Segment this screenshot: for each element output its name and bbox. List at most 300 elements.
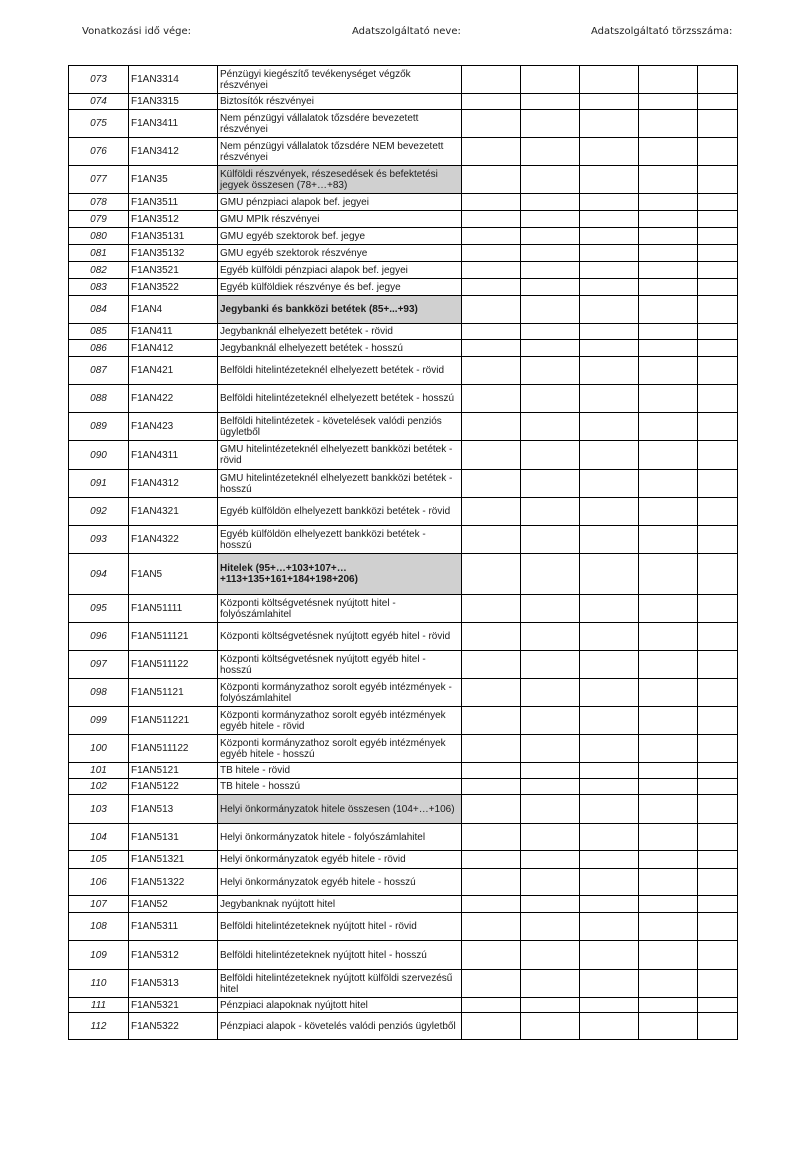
value-cell[interactable] [698, 498, 738, 526]
table-row [69, 228, 738, 245]
table-row [69, 735, 738, 763]
value-cell[interactable] [462, 138, 521, 166]
row-code: F1AN3522 [129, 279, 218, 296]
table-row [69, 763, 738, 779]
value-cell[interactable] [639, 623, 698, 651]
value-cell[interactable] [462, 970, 521, 998]
table-row [69, 340, 738, 357]
table-row [69, 779, 738, 795]
value-cell[interactable] [521, 138, 580, 166]
row-number: 081 [69, 245, 129, 262]
table-row [69, 595, 738, 623]
value-cell[interactable] [580, 526, 639, 554]
value-cell[interactable] [580, 138, 639, 166]
value-cell[interactable] [462, 211, 521, 228]
row-number: 094 [69, 554, 129, 595]
row-number: 100 [69, 735, 129, 763]
value-cell[interactable] [698, 94, 738, 110]
table-row [69, 66, 738, 94]
value-cell[interactable] [462, 651, 521, 679]
value-cell[interactable] [521, 211, 580, 228]
value-cell[interactable] [462, 735, 521, 763]
value-cell[interactable] [580, 595, 639, 623]
value-cell[interactable] [639, 228, 698, 245]
row-number: 098 [69, 679, 129, 707]
value-cell[interactable] [639, 526, 698, 554]
value-cell[interactable] [521, 1013, 580, 1040]
value-cell[interactable] [462, 245, 521, 262]
value-cell[interactable] [639, 941, 698, 970]
value-cell[interactable] [698, 385, 738, 413]
value-cell[interactable] [462, 824, 521, 851]
value-cell[interactable] [580, 66, 639, 94]
table-row [69, 413, 738, 441]
value-cell[interactable] [639, 194, 698, 211]
value-cell[interactable] [698, 1013, 738, 1040]
row-number: 082 [69, 262, 129, 279]
value-cell[interactable] [580, 735, 639, 763]
value-cell[interactable] [698, 262, 738, 279]
value-cell[interactable] [639, 735, 698, 763]
value-cell[interactable] [698, 970, 738, 998]
value-cell[interactable] [639, 66, 698, 94]
table-row [69, 1013, 738, 1040]
value-cell[interactable] [698, 679, 738, 707]
value-cell[interactable] [698, 279, 738, 296]
row-number: 095 [69, 595, 129, 623]
value-cell[interactable] [462, 262, 521, 279]
value-cell[interactable] [639, 94, 698, 110]
value-cell[interactable] [639, 498, 698, 526]
row-description: Egyéb külföldön elhelyezett bankközi betétek - hosszú [218, 526, 462, 554]
value-cell[interactable] [462, 595, 521, 623]
row-code: F1AN513 [129, 795, 218, 824]
value-cell[interactable] [462, 941, 521, 970]
row-description: Helyi önkormányzatok egyéb hitele - rövid [218, 851, 462, 869]
value-cell[interactable] [639, 262, 698, 279]
value-cell[interactable] [462, 279, 521, 296]
value-cell[interactable] [698, 651, 738, 679]
table-row [69, 357, 738, 385]
row-code: F1AN35131 [129, 228, 218, 245]
value-cell[interactable] [462, 470, 521, 498]
row-description: Központi költségvetésnek nyújtott egyéb hitel - hosszú [218, 651, 462, 679]
value-cell[interactable] [521, 94, 580, 110]
value-cell[interactable] [462, 1013, 521, 1040]
value-cell[interactable] [580, 324, 639, 340]
row-number: 111 [69, 998, 129, 1013]
value-cell[interactable] [639, 385, 698, 413]
row-number: 092 [69, 498, 129, 526]
row-code: F1AN4 [129, 296, 218, 324]
value-cell[interactable] [580, 413, 639, 441]
value-cell[interactable] [462, 526, 521, 554]
value-cell[interactable] [580, 194, 639, 211]
value-cell[interactable] [639, 441, 698, 470]
value-cell[interactable] [639, 869, 698, 896]
value-cell[interactable] [521, 595, 580, 623]
value-cell[interactable] [521, 623, 580, 651]
value-cell[interactable] [521, 441, 580, 470]
value-cell[interactable] [521, 324, 580, 340]
row-description: Belföldi hitelintézeteknél elhelyezett betétek - hosszú [218, 385, 462, 413]
value-cell[interactable] [462, 795, 521, 824]
row-description: Központi kormányzathoz sorolt egyéb intézmények - folyószámlahitel [218, 679, 462, 707]
row-code: F1AN3314 [129, 66, 218, 94]
row-code: F1AN511221 [129, 707, 218, 735]
value-cell[interactable] [580, 970, 639, 998]
value-cell[interactable] [698, 913, 738, 941]
row-number: 110 [69, 970, 129, 998]
header-provider-registry-number: Adatszolgáltató törzsszáma: [591, 26, 733, 37]
value-cell[interactable] [462, 385, 521, 413]
row-number: 090 [69, 441, 129, 470]
value-cell[interactable] [580, 651, 639, 679]
value-cell[interactable] [521, 735, 580, 763]
row-code: F1AN51121 [129, 679, 218, 707]
value-cell[interactable] [698, 66, 738, 94]
row-number: 109 [69, 941, 129, 970]
row-code: F1AN5313 [129, 970, 218, 998]
value-cell[interactable] [698, 324, 738, 340]
value-cell[interactable] [462, 679, 521, 707]
value-cell[interactable] [639, 138, 698, 166]
value-cell[interactable] [521, 110, 580, 138]
value-cell[interactable] [639, 679, 698, 707]
value-cell[interactable] [580, 896, 639, 913]
value-cell[interactable] [698, 623, 738, 651]
value-cell[interactable] [639, 166, 698, 194]
row-number: 093 [69, 526, 129, 554]
value-cell[interactable] [698, 735, 738, 763]
value-cell[interactable] [580, 779, 639, 795]
value-cell[interactable] [462, 66, 521, 94]
value-cell[interactable] [462, 357, 521, 385]
value-cell[interactable] [698, 211, 738, 228]
table-row [69, 941, 738, 970]
table-row [69, 296, 738, 324]
value-cell[interactable] [698, 998, 738, 1013]
value-cell[interactable] [521, 385, 580, 413]
row-description: Külföldi részvények, részesedések és befektetési jegyek összesen (78+…+83) [218, 166, 462, 194]
value-cell[interactable] [580, 851, 639, 869]
value-cell[interactable] [698, 340, 738, 357]
value-cell[interactable] [639, 279, 698, 296]
value-cell[interactable] [639, 357, 698, 385]
value-cell[interactable] [698, 413, 738, 441]
table-row [69, 441, 738, 470]
row-code: F1AN412 [129, 340, 218, 357]
value-cell[interactable] [462, 324, 521, 340]
value-cell[interactable] [639, 970, 698, 998]
value-cell[interactable] [462, 554, 521, 595]
row-number: 080 [69, 228, 129, 245]
value-cell[interactable] [462, 413, 521, 441]
value-cell[interactable] [521, 651, 580, 679]
row-number: 104 [69, 824, 129, 851]
value-cell[interactable] [580, 998, 639, 1013]
row-description: TB hitele - hosszú [218, 779, 462, 795]
value-cell[interactable] [639, 651, 698, 679]
value-cell[interactable] [462, 851, 521, 869]
value-cell[interactable] [698, 554, 738, 595]
value-cell[interactable] [698, 896, 738, 913]
value-cell[interactable] [521, 896, 580, 913]
row-description: Nem pénzügyi vállalatok tőzsdére NEM bevezetett részvényei [218, 138, 462, 166]
value-cell[interactable] [521, 413, 580, 441]
value-cell[interactable] [580, 94, 639, 110]
value-cell[interactable] [698, 707, 738, 735]
row-code: F1AN511122 [129, 735, 218, 763]
value-cell[interactable] [462, 707, 521, 735]
value-cell[interactable] [462, 94, 521, 110]
value-cell[interactable] [698, 763, 738, 779]
value-cell[interactable] [521, 498, 580, 526]
table-row [69, 110, 738, 138]
value-cell[interactable] [639, 998, 698, 1013]
value-cell[interactable] [521, 554, 580, 595]
row-number: 091 [69, 470, 129, 498]
value-cell[interactable] [698, 357, 738, 385]
value-cell[interactable] [698, 194, 738, 211]
value-cell[interactable] [521, 998, 580, 1013]
value-cell[interactable] [580, 470, 639, 498]
row-code: F1AN5121 [129, 763, 218, 779]
table-row [69, 211, 738, 228]
row-description: Jegybanki és bankközi betétek (85+...+93) [218, 296, 462, 324]
value-cell[interactable] [462, 623, 521, 651]
value-cell[interactable] [580, 279, 639, 296]
row-description: Belföldi hitelintézeteknek nyújtott külföldi szervezésű hitel [218, 970, 462, 998]
value-cell[interactable] [698, 166, 738, 194]
value-cell[interactable] [521, 869, 580, 896]
value-cell[interactable] [521, 296, 580, 324]
row-code: F1AN411 [129, 324, 218, 340]
row-description: Központi költségvetésnek nyújtott hitel - folyószámlahitel [218, 595, 462, 623]
value-cell[interactable] [698, 470, 738, 498]
value-cell[interactable] [580, 795, 639, 824]
value-cell[interactable] [698, 824, 738, 851]
row-code: F1AN422 [129, 385, 218, 413]
value-cell[interactable] [462, 166, 521, 194]
row-code: F1AN4321 [129, 498, 218, 526]
value-cell[interactable] [462, 896, 521, 913]
row-code: F1AN5322 [129, 1013, 218, 1040]
row-description: GMU hitelintézeteknél elhelyezett bankközi betétek - hosszú [218, 470, 462, 498]
value-cell[interactable] [580, 913, 639, 941]
table-row [69, 166, 738, 194]
row-description: Nem pénzügyi vállalatok tőzsdére bevezetett részvényei [218, 110, 462, 138]
row-number: 079 [69, 211, 129, 228]
value-cell[interactable] [521, 679, 580, 707]
value-cell[interactable] [639, 913, 698, 941]
value-cell[interactable] [462, 340, 521, 357]
value-cell[interactable] [580, 941, 639, 970]
table-row [69, 651, 738, 679]
row-description: Jegybanknak nyújtott hitel [218, 896, 462, 913]
value-cell[interactable] [698, 296, 738, 324]
value-cell[interactable] [580, 340, 639, 357]
value-cell[interactable] [521, 66, 580, 94]
value-cell[interactable] [521, 470, 580, 498]
table-row [69, 324, 738, 340]
value-cell[interactable] [521, 707, 580, 735]
value-cell[interactable] [521, 279, 580, 296]
value-cell[interactable] [639, 296, 698, 324]
row-code: F1AN421 [129, 357, 218, 385]
row-code: F1AN5312 [129, 941, 218, 970]
header-provider-name: Adatszolgáltató neve: [352, 26, 461, 37]
value-cell[interactable] [639, 824, 698, 851]
value-cell[interactable] [521, 763, 580, 779]
value-cell[interactable] [521, 526, 580, 554]
value-cell[interactable] [580, 296, 639, 324]
value-cell[interactable] [580, 228, 639, 245]
value-cell[interactable] [462, 498, 521, 526]
value-cell[interactable] [580, 357, 639, 385]
row-code: F1AN51322 [129, 869, 218, 896]
value-cell[interactable] [639, 851, 698, 869]
row-description: Belföldi hitelintézeteknél elhelyezett betétek - rövid [218, 357, 462, 385]
row-number: 108 [69, 913, 129, 941]
row-description: Egyéb külföldiek részvénye és bef. jegye [218, 279, 462, 296]
value-cell[interactable] [462, 441, 521, 470]
value-cell[interactable] [521, 245, 580, 262]
table-row [69, 679, 738, 707]
value-cell[interactable] [521, 913, 580, 941]
value-cell[interactable] [639, 795, 698, 824]
row-description: GMU hitelintézeteknél elhelyezett bankközi betétek - rövid [218, 441, 462, 470]
value-cell[interactable] [580, 824, 639, 851]
value-cell[interactable] [521, 851, 580, 869]
row-number: 084 [69, 296, 129, 324]
value-cell[interactable] [580, 262, 639, 279]
value-cell[interactable] [639, 110, 698, 138]
value-cell[interactable] [580, 110, 639, 138]
value-cell[interactable] [462, 779, 521, 795]
value-cell[interactable] [698, 795, 738, 824]
row-code: F1AN5122 [129, 779, 218, 795]
value-cell[interactable] [521, 262, 580, 279]
table-row [69, 194, 738, 211]
value-cell[interactable] [580, 623, 639, 651]
value-cell[interactable] [639, 707, 698, 735]
value-cell[interactable] [521, 194, 580, 211]
value-cell[interactable] [580, 869, 639, 896]
value-cell[interactable] [462, 228, 521, 245]
value-cell[interactable] [580, 707, 639, 735]
row-description: Pénzügyi kiegészítő tevékenységet végzők részvényei [218, 66, 462, 94]
row-number: 086 [69, 340, 129, 357]
value-cell[interactable] [462, 194, 521, 211]
value-cell[interactable] [698, 779, 738, 795]
value-cell[interactable] [462, 763, 521, 779]
value-cell[interactable] [698, 941, 738, 970]
table-row [69, 707, 738, 735]
value-cell[interactable] [698, 441, 738, 470]
table-row [69, 824, 738, 851]
value-cell[interactable] [698, 138, 738, 166]
row-code: F1AN5131 [129, 824, 218, 851]
value-cell[interactable] [580, 385, 639, 413]
row-number: 102 [69, 779, 129, 795]
value-cell[interactable] [580, 679, 639, 707]
value-cell[interactable] [580, 245, 639, 262]
value-cell[interactable] [698, 869, 738, 896]
value-cell[interactable] [639, 413, 698, 441]
row-number: 103 [69, 795, 129, 824]
value-cell[interactable] [639, 763, 698, 779]
value-cell[interactable] [580, 1013, 639, 1040]
row-code: F1AN52 [129, 896, 218, 913]
value-cell[interactable] [521, 970, 580, 998]
value-cell[interactable] [639, 340, 698, 357]
value-cell[interactable] [639, 211, 698, 228]
row-code: F1AN511121 [129, 623, 218, 651]
value-cell[interactable] [580, 763, 639, 779]
value-cell[interactable] [580, 441, 639, 470]
value-cell[interactable] [639, 896, 698, 913]
value-cell[interactable] [698, 595, 738, 623]
value-cell[interactable] [698, 526, 738, 554]
value-cell[interactable] [580, 498, 639, 526]
row-description: Egyéb külföldön elhelyezett bankközi betétek - rövid [218, 498, 462, 526]
value-cell[interactable] [698, 851, 738, 869]
value-cell[interactable] [698, 245, 738, 262]
table-row [69, 245, 738, 262]
value-cell[interactable] [521, 779, 580, 795]
value-cell[interactable] [462, 913, 521, 941]
table-row [69, 795, 738, 824]
value-cell[interactable] [462, 296, 521, 324]
data-table [68, 65, 738, 1040]
value-cell[interactable] [462, 110, 521, 138]
row-description: Helyi önkormányzatok hitele - folyószámlahitel [218, 824, 462, 851]
value-cell[interactable] [521, 357, 580, 385]
value-cell[interactable] [639, 245, 698, 262]
row-code: F1AN511122 [129, 651, 218, 679]
value-cell[interactable] [639, 595, 698, 623]
row-number: 105 [69, 851, 129, 869]
value-cell[interactable] [639, 470, 698, 498]
value-cell[interactable] [698, 110, 738, 138]
value-cell[interactable] [521, 795, 580, 824]
value-cell[interactable] [639, 554, 698, 595]
value-cell[interactable] [580, 166, 639, 194]
row-description: Központi költségvetésnek nyújtott egyéb hitel - rövid [218, 623, 462, 651]
value-cell[interactable] [639, 779, 698, 795]
row-code: F1AN5 [129, 554, 218, 595]
row-description: Központi kormányzathoz sorolt egyéb intézmények egyéb hitele - rövid [218, 707, 462, 735]
row-number: 112 [69, 1013, 129, 1040]
value-cell[interactable] [580, 554, 639, 595]
value-cell[interactable] [521, 340, 580, 357]
value-cell[interactable] [639, 324, 698, 340]
value-cell[interactable] [521, 941, 580, 970]
value-cell[interactable] [639, 1013, 698, 1040]
value-cell[interactable] [580, 211, 639, 228]
table-row [69, 262, 738, 279]
row-description: Belföldi hitelintézetek - követelések valódi penziós ügyletből [218, 413, 462, 441]
value-cell[interactable] [462, 998, 521, 1013]
value-cell[interactable] [521, 166, 580, 194]
table-row [69, 869, 738, 896]
value-cell[interactable] [698, 228, 738, 245]
value-cell[interactable] [521, 824, 580, 851]
row-code: F1AN3315 [129, 94, 218, 110]
value-cell[interactable] [521, 228, 580, 245]
value-cell[interactable] [462, 869, 521, 896]
